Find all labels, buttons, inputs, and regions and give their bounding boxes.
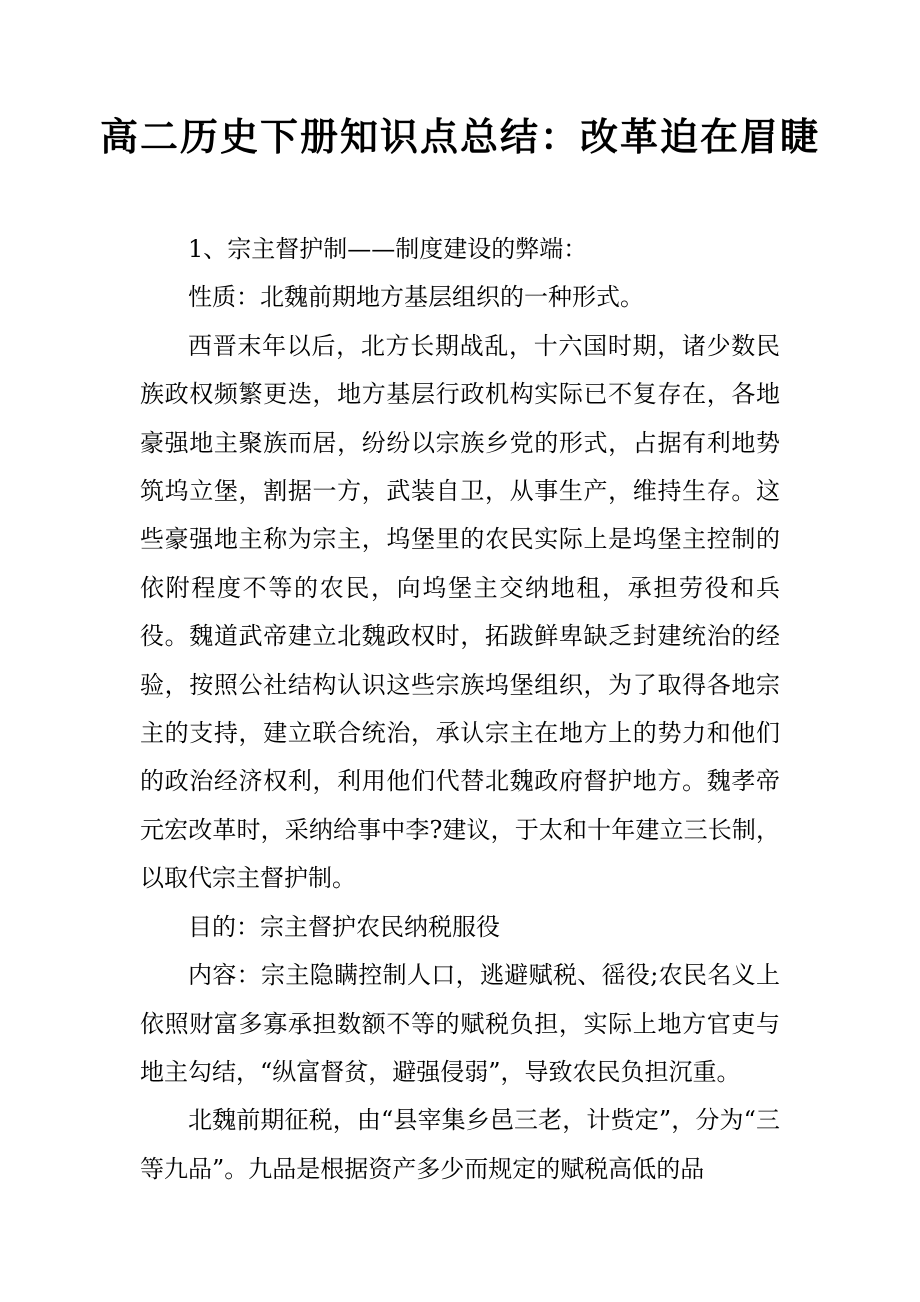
paragraph-content: 内容：宗主隐瞒控制人口，逃避赋税、徭役;农民名义上依照财富多寡承担数额不等的赋税负担，实际上地方官吏与地主勾结，“纵富督贫，避强侵弱”，导致农民负担沉重。 <box>140 961 780 1086</box>
document-body <box>140 225 780 1193</box>
paragraph-purpose: 目的：宗主督护农民纳税服役 <box>188 912 500 941</box>
paragraph-heading-zongzhu: 1、宗主督护制——制度建设的弊端： <box>188 235 588 263</box>
paragraph-nature: 性质：北魏前期地方基层组织的一种形式。 <box>188 283 644 312</box>
paragraph-taxation: 北魏前期征税，由“县宰集乡邑三老，计赀定”，分为“三等九品”。九品是根据资产多少而规定的赋税高低的品 <box>140 1106 780 1183</box>
paragraph-background: 西晋末年以后，北方长期战乱，十六国时期，诸少数民族政权频繁更迭，地方基层行政机构实际已不复存在，各地豪强地主聚族而居，纷纷以宗族乡党的形式，占据有利地势筑坞立堡，割据一方，武装自卫，从事生产，维持生存。这些豪强地主称为宗主，坞堡里的农民实际上是坞堡主控制的依附程度不等的农民，向坞堡主交纳地租，承担劳役和兵役。魏道武帝建立北魏政权时，拓跋鲜卑缺乏封建统治的经验，按照公社结构认识这些宗族坞堡组织，为了取得各地宗主的支持，建立联合统治，承认宗主在地方上的势力和他们的政治经济权利，利用他们代替北魏政府督护地方。魏孝帝元宏改革时，采纳给事中李?建议，于太和十年建立三长制，以取代宗主督护制。 <box>140 331 780 893</box>
document-title: 高二历史下册知识点总结：改革迫在眉睫 <box>99 114 820 159</box>
